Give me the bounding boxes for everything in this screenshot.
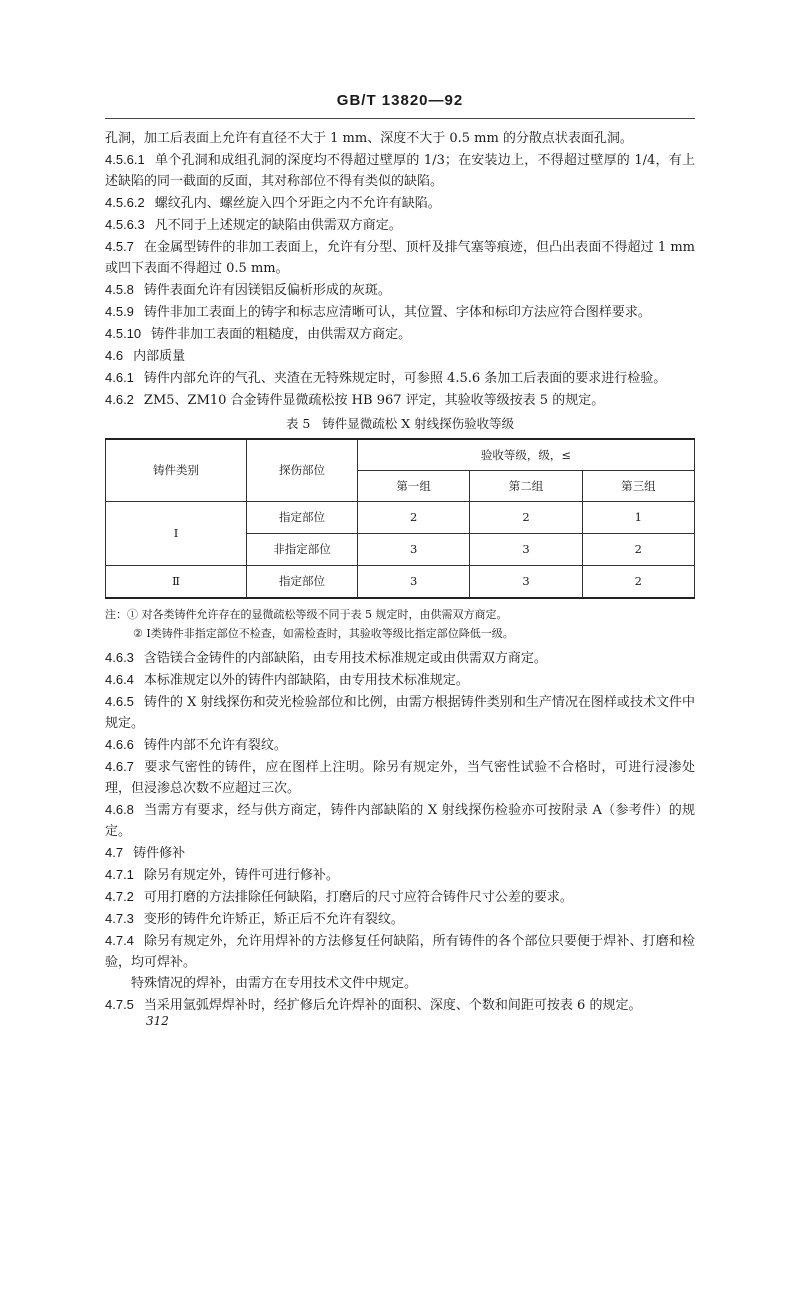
clause-text: 铸件非加工表面上的铸字和标志应清晰可认，其位置、字体和标印方法应符合图样要求。 <box>143 305 651 320</box>
clause-4-5-6-2 <box>105 192 695 214</box>
col-header-part: 探伤部位 <box>247 439 358 502</box>
cell-value: 1 <box>582 502 694 534</box>
clause-number: 4.6.3 <box>105 650 134 665</box>
clause-text: 要求气密性的铸件，应在图样上注明。除另有规定外，当气密性试验不合格时，可进行浸渗处理，但浸渗总次数不应超过三次。 <box>105 760 695 796</box>
clause-4-5-6-1 <box>105 149 695 192</box>
clause-text: 变形的铸件允许矫正，矫正后不允许有裂纹。 <box>143 912 404 927</box>
table-note-2: ② Ⅰ类铸件非指定部位不检查，如需检查时，其验收等级比指定部位降低一级。 <box>133 627 514 640</box>
table-note-1: 注：① 对各类铸件允许存在的显微疏松等级不同于表 5 规定时，由供需双方商定。 <box>105 608 508 621</box>
clause-text: 在金属型铸件的非加工表面上，允许有分型、顶杆及排气塞等痕迹，但凸出表面不得超过 1 mm 或凹下表面不得超过 0.5 mm。 <box>105 240 695 276</box>
clause-text: 内部质量 <box>133 349 186 364</box>
clause-number: 4.5.9 <box>105 304 134 319</box>
clause-4-7-4 <box>105 930 695 973</box>
clause-text: 当采用氩弧焊焊补时，经扩修后允许焊补的面积、深度、个数和间距可按表 6 的规定。 <box>143 998 642 1013</box>
clause-text: 凡不同于上述规定的缺陷由供需双方商定。 <box>154 218 402 233</box>
acceptance-grade-table <box>105 438 695 599</box>
cell-part: 指定部位 <box>247 566 358 599</box>
clause-number: 4.5.8 <box>105 282 134 297</box>
paragraph: 孔洞，加工后表面上允许有直径不大于 1 mm、深度不大于 0.5 mm 的分散点状表面孔洞。 <box>105 131 633 146</box>
section-4-7-heading <box>105 842 695 864</box>
clause-text: 铸件非加工表面的粗糙度，由供需双方商定。 <box>151 327 412 342</box>
clause-text: 本标准规定以外的铸件内部缺陷，由专用技术标准规定。 <box>143 673 469 688</box>
cell-value: 2 <box>358 502 470 534</box>
col-header-grade: 验收等级，级，≤ <box>358 439 695 471</box>
clause-text: 螺纹孔内、螺丝旋入四个牙距之内不允许有缺陷。 <box>154 196 441 211</box>
clause-text: 铸件内部不允许有裂纹。 <box>143 738 287 753</box>
clause-4-6-2 <box>105 389 695 411</box>
clause-4-5-6-3 <box>105 214 695 236</box>
clause-text: 铸件修补 <box>133 846 186 861</box>
clause-4-7-5 <box>105 994 695 1016</box>
clause-number: 4.6.2 <box>105 392 134 407</box>
clause-text: 铸件的 X 射线探伤和荧光检验部位和比例，由需方根据铸件类别和生产情况在图样或技术文件中规定。 <box>105 695 695 731</box>
clause-number: 4.6.6 <box>105 737 134 752</box>
cell-category: Ⅱ <box>106 566 247 599</box>
clause-number: 4.5.6.2 <box>105 195 145 210</box>
document-body <box>105 128 695 1016</box>
clause-4-6-1 <box>105 367 695 389</box>
clause-number: 4.6.8 <box>105 802 134 817</box>
table-header-row <box>106 439 695 471</box>
cell-value: 3 <box>358 566 470 599</box>
cell-value: 3 <box>470 566 582 599</box>
clause-text: 当需方有要求，经与供方商定，铸件内部缺陷的 X 射线探伤检验亦可按附录 A（参考件）的规定。 <box>105 803 695 839</box>
clause-text: 单个孔洞和成组孔洞的深度均不得超过壁厚的 1/3；在安装边上，不得超过壁厚的 1/4，有上述缺陷的同一截面的反面，其对称部位不得有类似的缺陷。 <box>105 153 695 189</box>
clause-number: 4.7.3 <box>105 911 134 926</box>
table-row <box>106 566 695 599</box>
cell-category: Ⅰ <box>106 502 247 566</box>
header-rule <box>105 118 695 119</box>
col-header-group-2: 第二组 <box>470 471 582 502</box>
cell-value: 3 <box>470 534 582 566</box>
table-title: 铸件显微疏松 X 射线探伤验收等级 <box>322 416 515 431</box>
clause-number: 4.5.6.3 <box>105 217 145 232</box>
clause-number: 4.5.10 <box>105 326 142 341</box>
col-header-group-1: 第一组 <box>358 471 470 502</box>
clause-4-5-9 <box>105 301 695 323</box>
cell-value: 2 <box>582 534 694 566</box>
clause-4-7-3 <box>105 908 695 930</box>
table-caption <box>105 413 695 434</box>
clause-number: 4.6 <box>105 348 124 363</box>
clause-4-5-7 <box>105 236 695 279</box>
cell-value: 3 <box>358 534 470 566</box>
col-header-category: 铸件类别 <box>106 439 247 502</box>
clause-number: 4.7.4 <box>105 933 134 948</box>
clause-4-5-8 <box>105 279 695 301</box>
clause-4-6-7 <box>105 756 695 799</box>
clause-number: 4.6.5 <box>105 694 134 709</box>
page-number: 312 <box>146 1014 169 1028</box>
clause-text: ZM5、ZM10 合金铸件显微疏松按 HB 967 评定，其验收等级按表 5 的规定。 <box>143 393 605 408</box>
clause-text: 铸件表面允许有因镁铝反偏析形成的灰斑。 <box>143 283 391 298</box>
clause-4-6-4 <box>105 669 695 691</box>
clause-number: 4.7.1 <box>105 867 134 882</box>
clause-4-7-1 <box>105 864 695 886</box>
clause-text: 可用打磨的方法排除任何缺陷，打磨后的尺寸应符合铸件尺寸公差的要求。 <box>143 890 573 905</box>
cell-value: 2 <box>470 502 582 534</box>
table-notes <box>105 605 695 643</box>
paragraph: 特殊情况的焊补，由需方在专用技术文件中规定。 <box>131 976 418 991</box>
clause-number: 4.7.2 <box>105 889 134 904</box>
clause-4-6-5 <box>105 691 695 734</box>
clause-4-7-2 <box>105 886 695 908</box>
clause-number: 4.6.7 <box>105 759 134 774</box>
clause-number: 4.5.6.1 <box>105 152 145 167</box>
clause-number: 4.6.4 <box>105 672 134 687</box>
cell-value: 2 <box>582 566 694 599</box>
clause-number: 4.6.1 <box>105 370 134 385</box>
col-header-group-3: 第三组 <box>582 471 694 502</box>
clause-number: 4.7 <box>105 845 124 860</box>
clause-4-6-8 <box>105 799 695 842</box>
clause-4-6-3 <box>105 647 695 669</box>
clause-number: 4.7.5 <box>105 997 134 1012</box>
cell-part: 非指定部位 <box>247 534 358 566</box>
table-row <box>106 502 695 534</box>
table-number: 表 5 <box>285 416 311 431</box>
clause-text: 除另有规定外，铸件可进行修补。 <box>143 868 339 883</box>
cell-part: 指定部位 <box>247 502 358 534</box>
section-4-6-heading <box>105 345 695 367</box>
clause-4-6-6 <box>105 734 695 756</box>
clause-text: 铸件内部允许的气孔、夹渣在无特殊规定时，可参照 4.5.6 条加工后表面的要求进行检验。 <box>143 371 667 386</box>
page-header-code: GB/T 13820—92 <box>336 92 464 109</box>
clause-text: 除另有规定外，允许用焊补的方法修复任何缺陷，所有铸件的各个部位只要便于焊补、打磨和检验，均可焊补。 <box>105 934 695 970</box>
clause-number: 4.5.7 <box>105 239 134 254</box>
clause-4-5-10 <box>105 323 695 345</box>
clause-text: 含锆镁合金铸件的内部缺陷，由专用技术标准规定或由供需双方商定。 <box>143 651 547 666</box>
